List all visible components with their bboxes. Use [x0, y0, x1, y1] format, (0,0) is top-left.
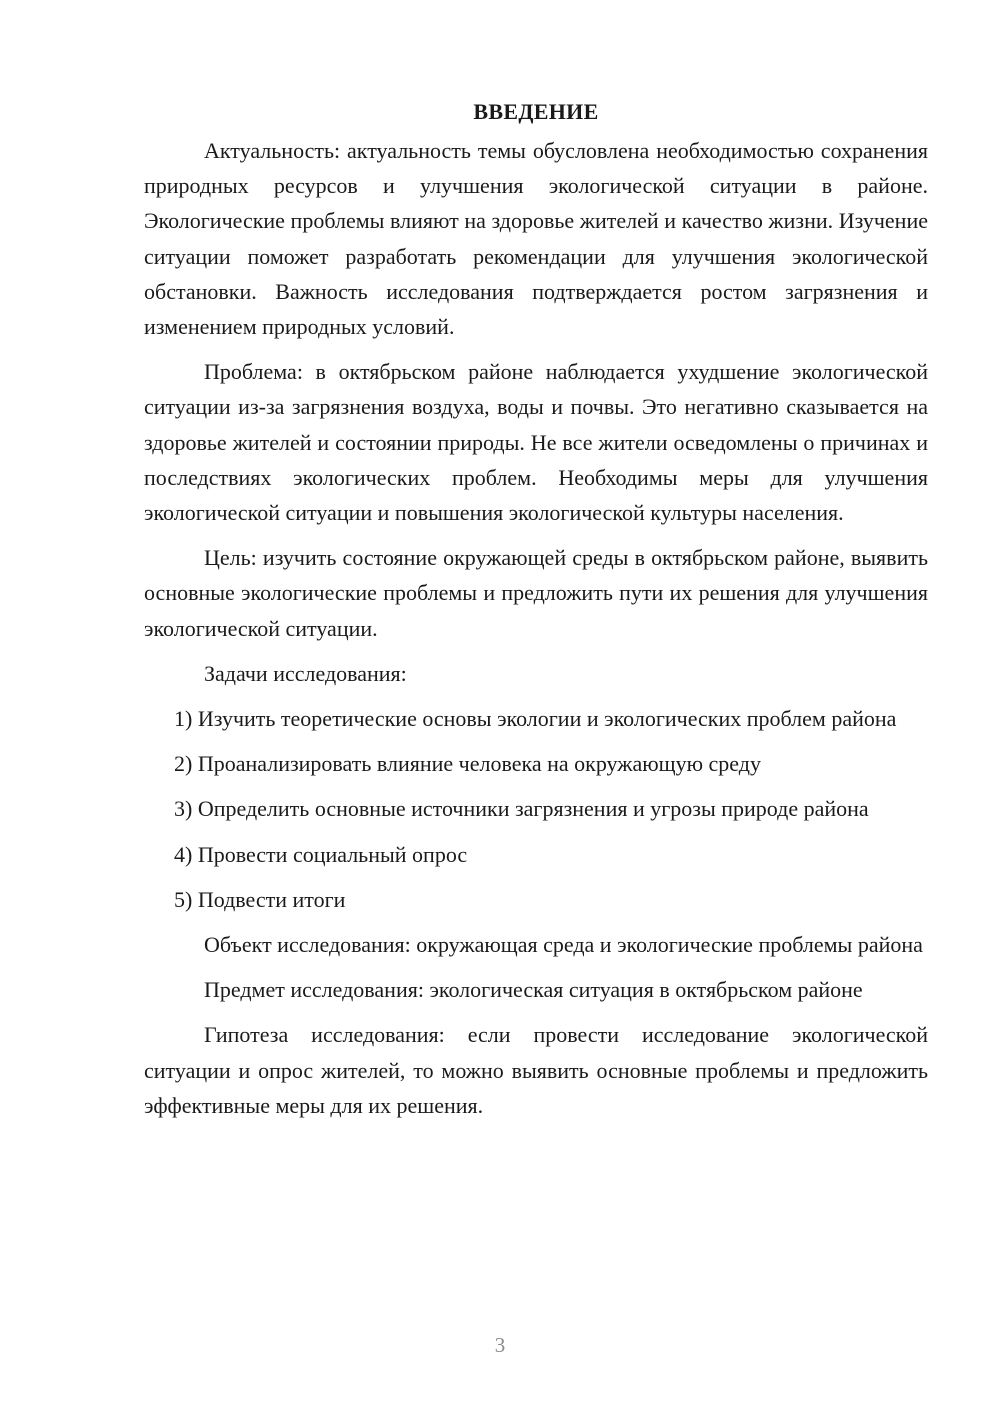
- task-item: 3) Определить основные источники загрязнения и угрозы природе района: [174, 796, 869, 822]
- goal-paragraph: Цель: изучить состояние окружающей среды в октябрьском районе, выявить основные экологические проблемы и предложить пути их решения для улучшения экологической ситуации.: [144, 545, 928, 641]
- tasks-heading: Задачи исследования:: [204, 660, 407, 686]
- relevance-paragraph: Актуальность: актуальность темы обусловлена необходимостью сохранения природных ресурсов и улучшения экологической ситуации в районе. Экологические проблемы влияют на здоровье жителей и качество жизни. Изучение ситуации поможет разработать рекомендации для улучшения экологической обстановки. Важность исследования подтверждается ростом загрязнения и изменением природных условий.: [144, 138, 928, 340]
- task-item: 2) Проанализировать влияние человека на окружающую среду: [174, 751, 761, 777]
- document-page: [144, 95, 928, 1133]
- task-item: 5) Подвести итоги: [174, 886, 346, 912]
- page-title: ВВЕДЕНИЕ: [473, 99, 599, 124]
- task-item: 4) Провести социальный опрос: [174, 841, 468, 867]
- problem-paragraph: Проблема: в октябрьском районе наблюдается ухудшение экологической ситуации из-за загрязнения воздуха, воды и почвы. Это негативно сказывается на здоровье жителей и состоянии природы. Не все жители осведомлены о причинах и последствиях экологических проблем. Необходимы меры для улучшения экологической ситуации и повышения экологической культуры населения.: [144, 359, 928, 526]
- task-item: 1) Изучить теоретические основы экологии и экологических проблем района: [174, 706, 897, 732]
- hypothesis-paragraph: Гипотеза исследования: если провести исследование экологической ситуации и опрос жителей, то можно выявить основные проблемы и предложить эффективные меры для их решения.: [144, 1022, 928, 1118]
- object-paragraph: Объект исследования: окружающая среда и экологические проблемы района: [204, 932, 923, 958]
- page-number: 3: [494, 1333, 506, 1357]
- subject-paragraph: Предмет исследования: экологическая ситуация в октябрьском районе: [204, 977, 863, 1003]
